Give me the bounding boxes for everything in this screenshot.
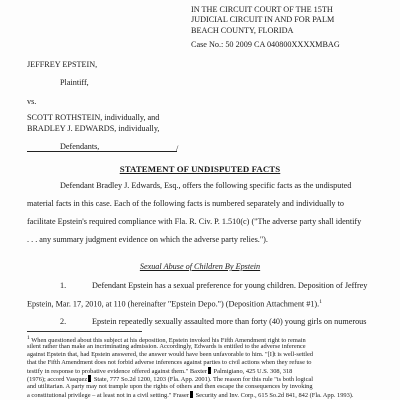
footnote-ref: 1 xyxy=(319,299,322,305)
defendant-role: Defendants, xyxy=(60,142,100,151)
fact-text-line: Epstein, Mar. 17, 2010, at 110 (hereinafter "Epstein Depo.") (Deposition Attachment #1). xyxy=(27,299,320,309)
footnote-line: against Epstein that, had Epstein answered, the answer would have been unfavorable to him. "[I]t is well-settled xyxy=(27,351,314,358)
intro-line: . . . any summary judgment evidence on which the adverse party relies."). xyxy=(27,235,268,244)
caption-slash: / xyxy=(176,143,179,153)
footnote-marker: 1 xyxy=(27,335,30,341)
footnote-text: (Fla. App. 1993). xyxy=(309,392,354,399)
document-title: STATEMENT OF UNDISPUTED FACTS xyxy=(119,164,281,174)
fact-text xyxy=(27,299,322,309)
court-header-line: JUDICIAL CIRCUIT IN AND FOR PALM xyxy=(191,15,335,25)
footnote-text: Security and Inv. Corp., 615 So.2d 841, 842 xyxy=(193,392,309,399)
footnote-rule xyxy=(27,331,142,332)
footnote-line xyxy=(27,375,313,383)
footnote-line xyxy=(27,367,292,375)
footnote-text: testify in response to probative evidence offered against them." Baxter xyxy=(27,368,207,375)
case-number: Case No.: 50 2009 CA 040800XXXXMBAG xyxy=(191,40,340,49)
fact-number: 2. xyxy=(60,317,67,326)
fact-number: 1. xyxy=(60,281,67,290)
footnote-text: Palmigiano, 425 U.S. 308, 318 xyxy=(211,368,293,375)
footnote-text: (1976); accord Vasquez xyxy=(27,376,88,383)
intro-line: material facts in this case. Each of the following facts is numbered separately and individually to xyxy=(27,199,344,208)
court-header-line: BEACH COUNTY, FLORIDA xyxy=(191,25,294,35)
section-heading: Sexual Abuse of Children By Epstein xyxy=(139,262,261,271)
plaintiff-role: Plaintiff, xyxy=(60,78,89,87)
court-header-line: IN THE CIRCUIT COURT OF THE 15TH xyxy=(191,5,333,14)
redaction-mark xyxy=(208,367,211,374)
fact-text: Epstein repeatedly sexually assaulted more than forty (40) young girls on numerous xyxy=(92,317,367,326)
footnote-line: that the Fifth Amendment does not forbid adverse inferences against parties to civil actions when they refuse to xyxy=(27,359,312,366)
footnote-line xyxy=(27,391,354,399)
defendant-line: BRADLEY J. EDWARDS, individually, xyxy=(27,124,160,133)
footnote-text: When questioned about this subject at his deposition, Epstein invoked his Fifth Amendment right to remain xyxy=(31,337,306,345)
fact-text: Defendant Epstein has a sexual preference for young children. Deposition of Jeffrey xyxy=(92,281,368,290)
versus-label: vs. xyxy=(27,97,37,106)
plaintiff-name: JEFFREY EPSTEIN, xyxy=(27,60,98,69)
footnote-text: a constitutional privilege – at least not in a civil setting." Fraser xyxy=(27,392,189,399)
intro-line: Defendant Bradley J. Edwards, Esq., offers the following specific facts as the undisputed xyxy=(60,181,352,190)
footnote-line: silent rather than make an incriminating admission. Accordingly, Edwards is entitled to the adverse inference xyxy=(27,343,306,350)
caption-rule xyxy=(27,151,177,152)
court-header xyxy=(191,5,391,36)
footnote-line: and utilitarian. A party may not trample upon the rights of others and then escape the consequences by invoking xyxy=(27,383,313,390)
footnote-text: State, 777 So.2d 1200, 1203 (Fla. App. 2001). The reason for this rule "is both logical xyxy=(92,376,314,383)
redaction-mark xyxy=(190,391,193,398)
intro-line: facilitate Epstein's required compliance with Fla. R. Civ. P. 1.510(c) ("The adverse party shall identify xyxy=(27,217,362,226)
defendant-line: SCOTT ROTHSTEIN, individually, and xyxy=(27,113,160,122)
redaction-mark xyxy=(88,375,91,382)
